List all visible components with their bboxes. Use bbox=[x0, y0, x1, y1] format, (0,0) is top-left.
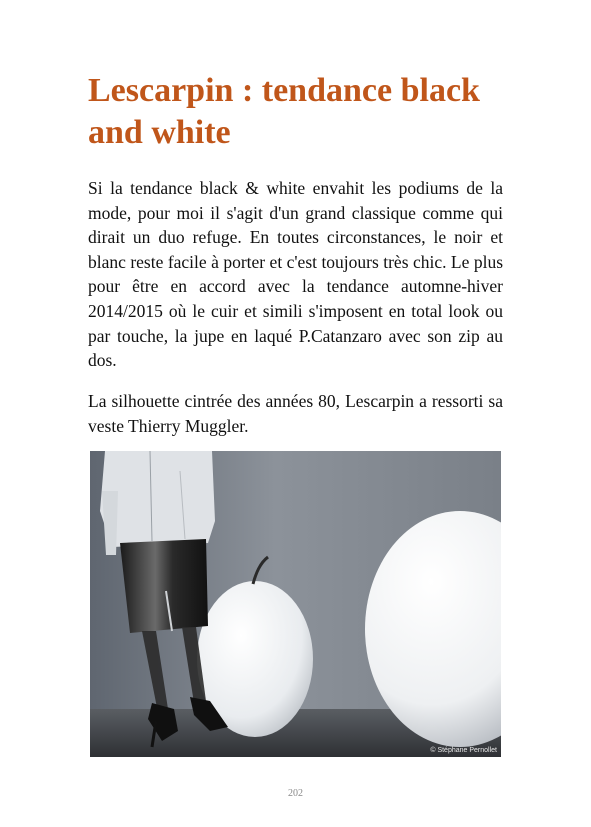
photo-credit: © Stéphane Pernollet bbox=[430, 747, 497, 754]
fashion-photo bbox=[90, 451, 501, 757]
article-title: Lescarpin : tendance black and white bbox=[88, 72, 480, 151]
body-paragraph: Si la tendance black & white envahit les podiums de la mode, pour moi il s'agit d'un grand classique comme qui dirait un duo refuge. En toutes circonstances, le noir et blanc reste facile à porter et c'est toujours très chic. Le plus pour être en accord avec la tendance automne-hiver 2014/2015 où le cuir et simili s'imposent en total look ou par touche, la jupe en laqué P.Catanzaro avec son zip au dos. bbox=[88, 178, 503, 371]
body-paragraph: La silhouette cintrée des années 80, Lescarpin a ressorti sa veste Thierry Muggler. bbox=[88, 391, 503, 436]
photo-illustration bbox=[90, 451, 501, 757]
page-number: 202 bbox=[288, 788, 303, 799]
